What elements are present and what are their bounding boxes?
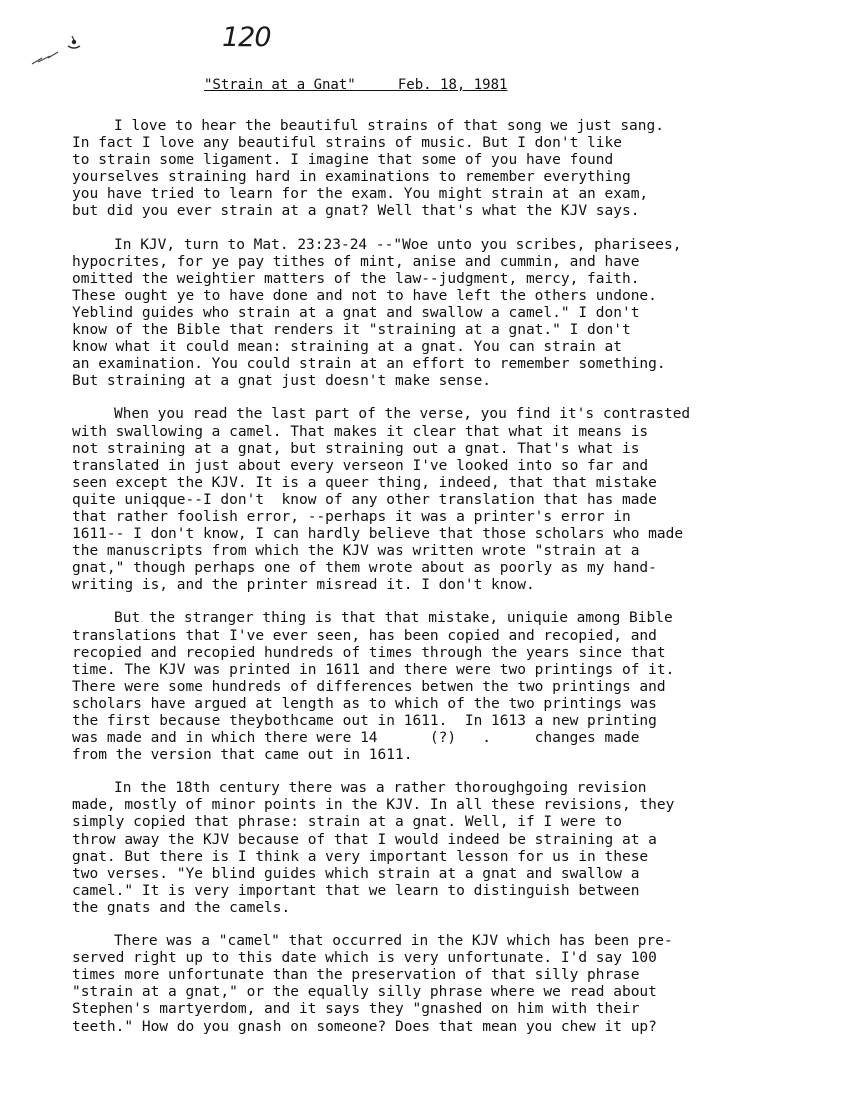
text-line: with swallowing a camel. That makes it clear that what it means is — [72, 423, 649, 440]
text-line: scholars have argued at length as to which of the two printings was — [72, 695, 657, 712]
text-line: served right up to this date which is very unfortunate. I'd say 100 — [72, 950, 657, 967]
text-line: "strain at a gnat," or the equally silly phrase where we read about — [72, 984, 657, 1001]
text-line: simply copied that phrase: strain at a gnat. Well, if I were to — [72, 814, 622, 831]
text-line: Yeblind guides who strain at a gnat and swallow a camel." I don't — [72, 304, 640, 321]
text-line: that rather foolish error, --perhaps it was a printer's error in — [72, 508, 631, 525]
text-line: the first because theybothcame out in 1611. In 1613 a new printing — [72, 713, 657, 729]
paragraph — [72, 610, 802, 764]
text-line: translated in just about every verseon I've looked into so far and — [72, 457, 649, 474]
text-line: recopied and recopied hundreds of times through the years since that — [72, 644, 666, 661]
title-line — [204, 77, 507, 93]
text-line: the manuscripts from which the KJV was written wrote "strain at a — [72, 543, 640, 560]
text-line: time. The KJV was printed in 1611 and there were two printings of it. — [72, 661, 675, 678]
document-date: Feb. 18, 1981 — [397, 77, 508, 93]
text-line: writing is, and the printer misread it. I don't know. — [72, 577, 535, 594]
text-line: These ought ye to have done and not to have left the others undone. — [72, 287, 657, 304]
handwritten-page-number: 120 — [222, 22, 271, 53]
text-line: the gnats and the camels. — [72, 899, 291, 916]
document-title: "Strain at a Gnat" — [204, 77, 356, 93]
text-line: But the stranger thing is that that mistake, uniquie among Bible — [114, 610, 673, 627]
text-line: hypocrites, for ye pay tithes of mint, anise and cummin, and have — [72, 253, 640, 270]
text-line: translations that I've ever seen, has been copied and recopied, and — [72, 627, 657, 644]
text-line: camel." It is very important that we learn to distinguish between — [72, 882, 640, 899]
text-line: When you read the last part of the verse, you find it's contrasted — [114, 406, 691, 423]
paragraph — [72, 780, 802, 917]
text-line: but did you ever strain at a gnat? Well that's what the KJV says. — [72, 203, 640, 220]
text-line: seen except the KJV. It is a queer thing, indeed, that that mistake — [72, 474, 657, 491]
text-line: not straining at a gnat, but straining out a gnat. That's what is — [72, 440, 640, 457]
paragraph — [72, 406, 802, 594]
text-line: quite uniqque--I don't know of any other translation that has made — [72, 491, 657, 508]
text-line: know what it could mean: straining at a gnat. You can strain at — [72, 339, 622, 356]
text-line: omitted the weightier matters of the law--judgment, mercy, faith. — [72, 270, 640, 287]
text-line: In the 18th century there was a rather thoroughgoing revision — [114, 780, 647, 797]
text-line: gnat," though perhaps one of them wrote about as poorly as my hand- — [72, 560, 657, 577]
text-line: two verses. "Ye blind guides which strain at a gnat and swallow a — [72, 865, 640, 882]
margin-mark-icon — [28, 32, 88, 72]
text-line: was made and in which there were 14 (?) . changes made — [72, 730, 640, 747]
document-body — [72, 118, 802, 1052]
text-line: There was a "camel" that occurred in the KJV which has been pre- — [114, 933, 673, 950]
text-line: gnat. But there is I think a very important lesson for us in these — [72, 848, 649, 865]
text-line: from the version that came out in 1611. — [72, 747, 413, 764]
text-line: you have tried to learn for the exam. You might strain at an exam, — [72, 186, 649, 203]
text-line: Stephen's martyerdom, and it says they "gnashed on him with their — [72, 1001, 640, 1018]
text-line: In fact I love any beautiful strains of music. But I don't like — [72, 135, 622, 152]
text-line: I love to hear the beautiful strains of that song we just sang. — [114, 118, 664, 134]
text-line: an examination. You could strain at an effort to remember something. — [72, 356, 666, 373]
text-line: throw away the KJV because of that I would indeed be straining at a — [72, 831, 657, 848]
text-line: made, mostly of minor points in the KJV. In all these revisions, they — [72, 797, 675, 814]
text-line: to strain some ligament. I imagine that some of you have found — [72, 152, 614, 169]
text-line: teeth." How do you gnash on someone? Does that mean you chew it up? — [72, 1018, 657, 1035]
text-line: times more unfortunate than the preservation of that silly phrase — [72, 967, 640, 984]
text-line: yourselves straining hard in examinations to remember everything — [72, 169, 631, 186]
text-line: 1611-- I don't know, I can hardly believe that those scholars who made — [72, 526, 684, 543]
text-line: know of the Bible that renders it "straining at a gnat." I don't — [72, 322, 631, 339]
paragraph — [72, 118, 802, 221]
paragraph — [72, 237, 802, 391]
text-line: There were some hundreds of differences betwen the two printings and — [72, 678, 666, 695]
text-line: In KJV, turn to Mat. 23:23-24 --"Woe unto you scribes, pharisees, — [114, 236, 682, 253]
text-line: But straining at a gnat just doesn't make sense. — [72, 373, 492, 390]
paragraph — [72, 933, 802, 1036]
